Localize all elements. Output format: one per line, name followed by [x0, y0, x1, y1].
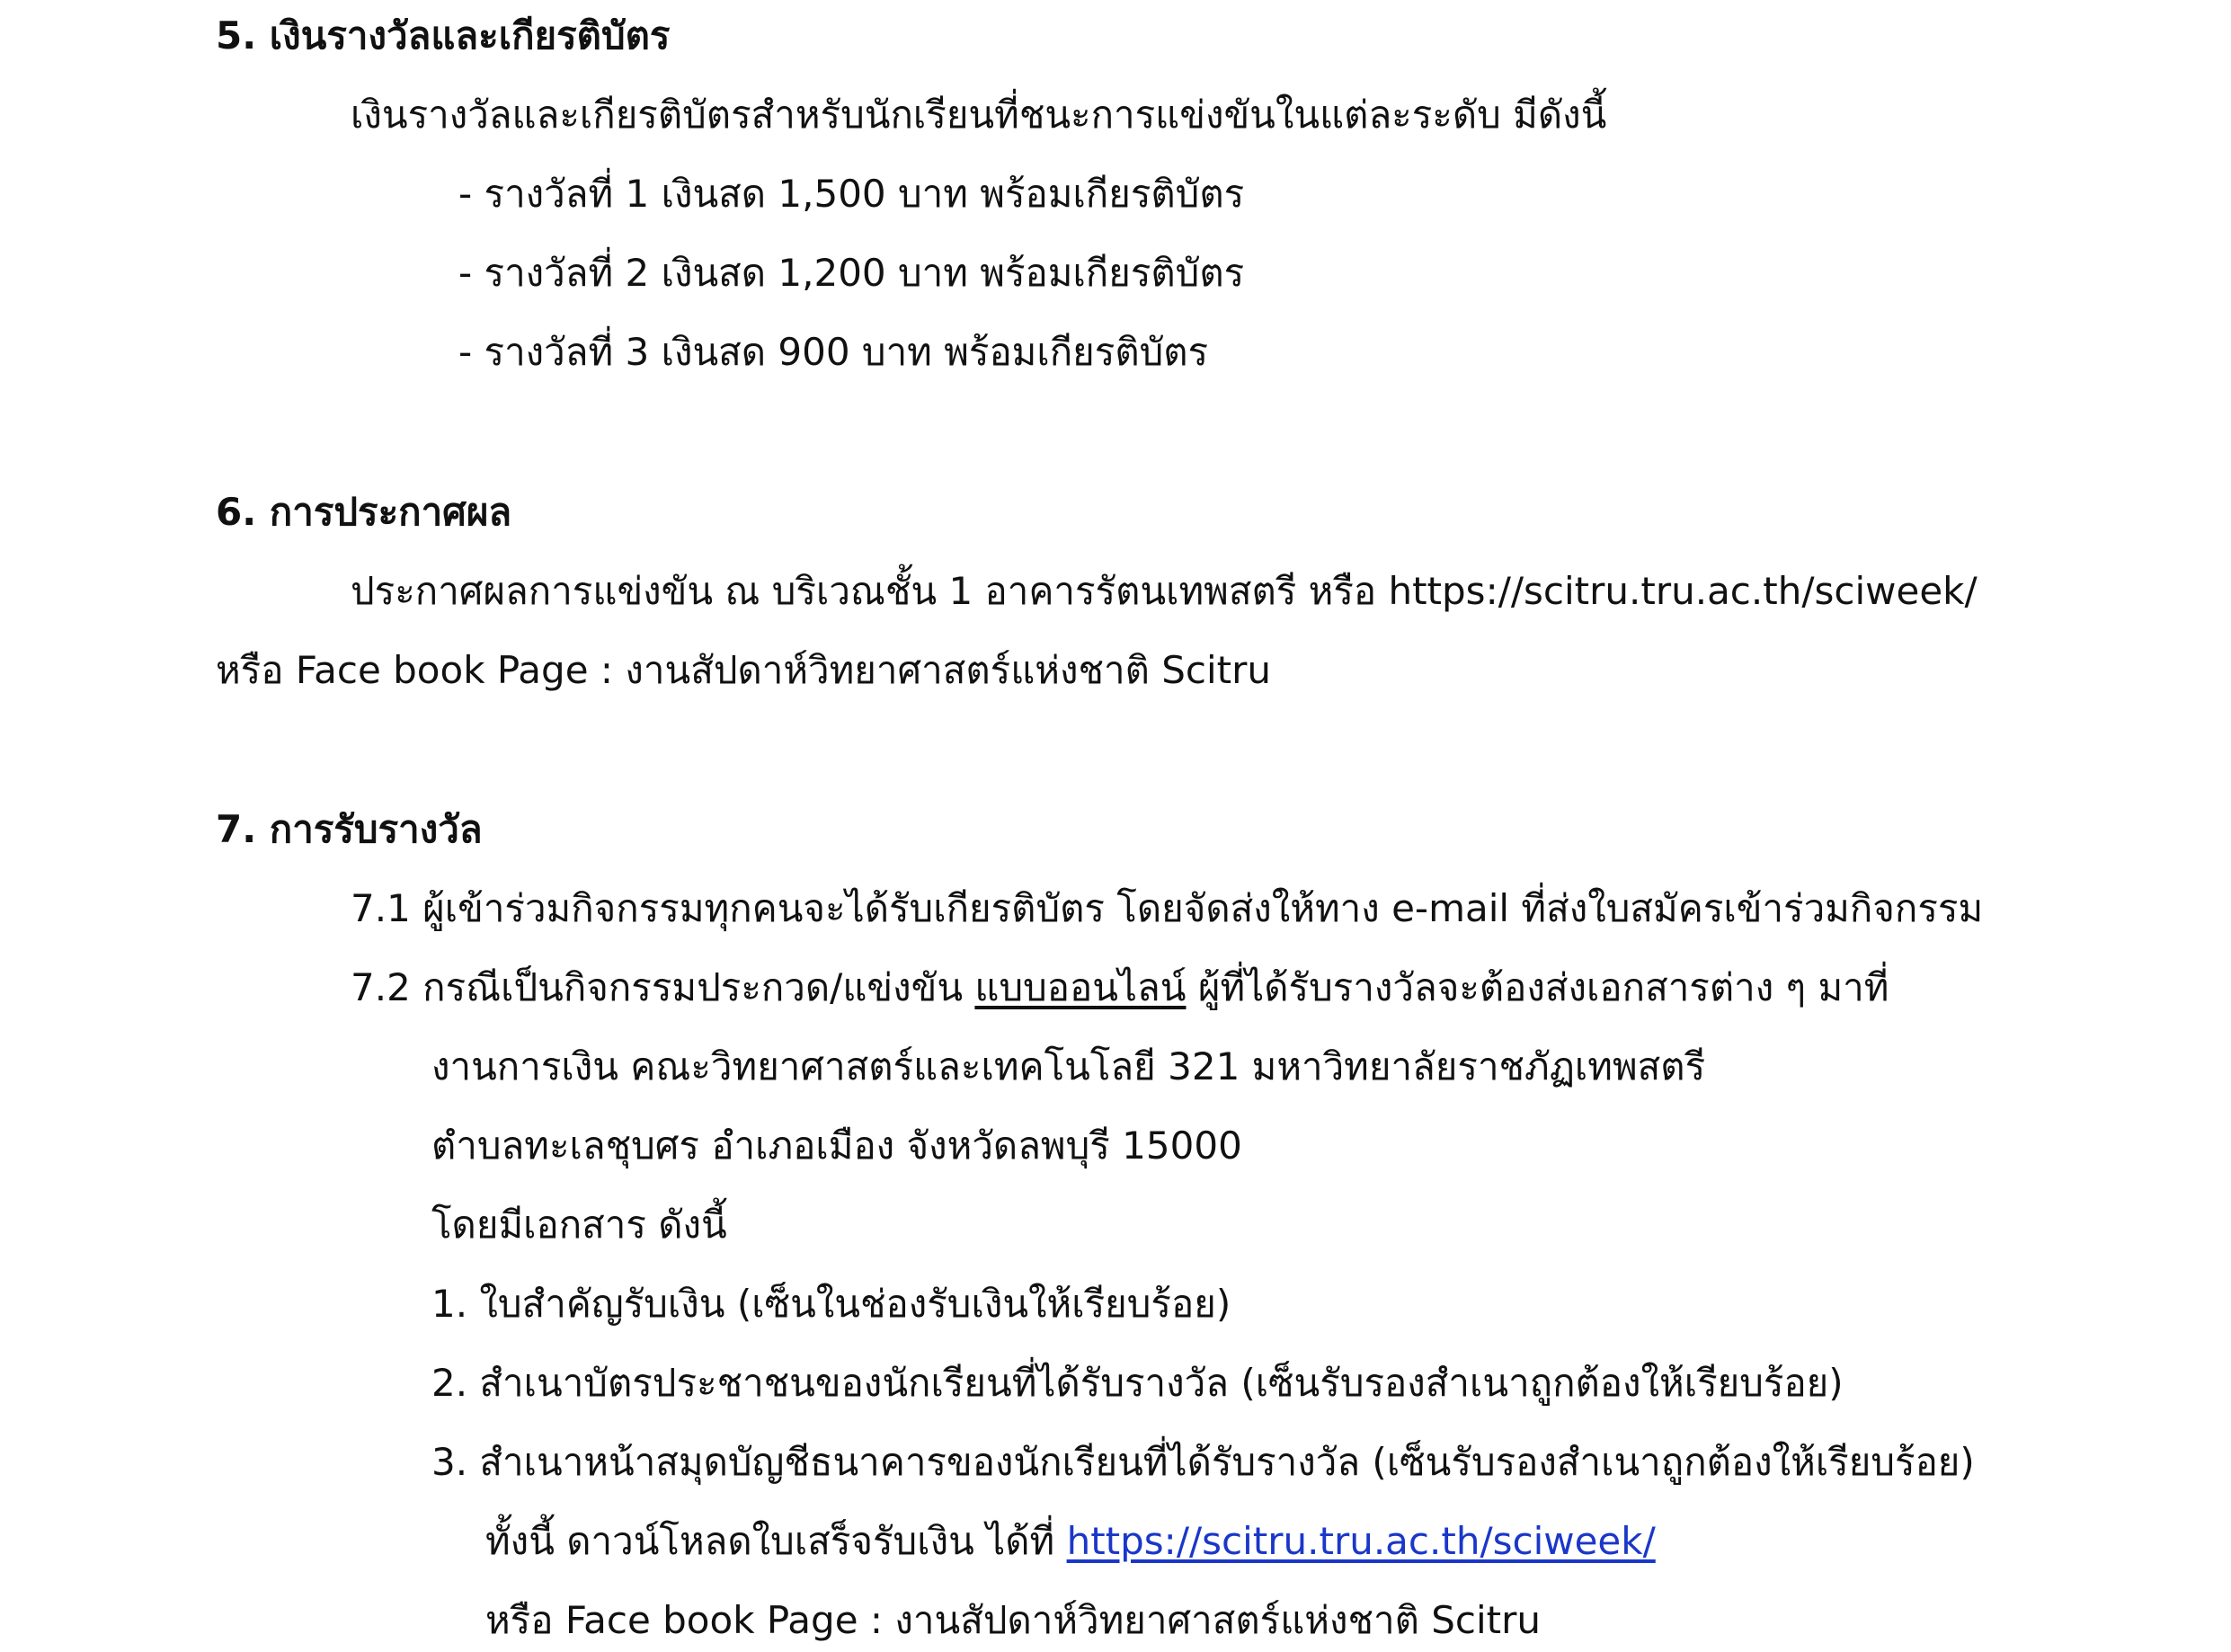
- document-item-1: 1. ใบสำคัญรับเงิน (เซ็นในช่องรับเงินให้เรียบร้อย): [431, 1282, 1231, 1326]
- section-7-heading: 7. การรับรางวัล: [216, 807, 483, 851]
- download-line: [485, 1510, 1656, 1573]
- item-7-1: 7.1 ผู้เข้าร่วมกิจกรรมทุกคนจะได้รับเกียรติบัตร โดยจัดส่งให้ทาง e-mail ที่ส่งใบสมัครเข้าร่วมกิจกรรม: [351, 886, 1984, 930]
- document-item-3: 3. สำเนาหน้าสมุดบัญชีธนาคารของนักเรียนที่ได้รับรางวัล (เซ็นรับรองสำเนาถูกต้องให้เรียบร้อย): [431, 1440, 1975, 1484]
- address-line-1: งานการเงิน คณะวิทยาศาสตร์และเทคโนโลยี 321 มหาวิทยาลัยราชภัฏเทพสตรี: [431, 1044, 1706, 1088]
- download-link[interactable]: https://scitru.tru.ac.th/sciweek/: [1066, 1519, 1656, 1563]
- documents-intro: โดยมีเอกสาร ดังนี้: [431, 1203, 727, 1247]
- item-7-2-prefix: 7.2 กรณีเป็นกิจกรรมประกวด/แข่งขัน: [351, 965, 975, 1009]
- address-line-2: ตำบลทะเลชุบศร อำเภอเมือง จังหวัดลพบุรี 15000: [431, 1124, 1242, 1168]
- section-5-intro: เงินรางวัลและเกียรติบัตรสำหรับนักเรียนที่ชนะการแข่งขันในแต่ละระดับ มีดังนี้: [351, 93, 1607, 137]
- prize-1: - รางวัลที่ 1 เงินสด 1,500 บาท พร้อมเกียรติบัตร: [458, 172, 1245, 216]
- download-prefix: ทั้งนี้ ดาวน์โหลดใบเสร็จรับเงิน ได้ที่: [485, 1519, 1067, 1563]
- section-5-heading: 5. เงินรางวัลและเกียรติบัตร: [216, 13, 671, 58]
- document-item-2: 2. สำเนาบัตรประชาชนของนักเรียนที่ได้รับรางวัล (เซ็นรับรองสำเนาถูกต้องให้เรียบร้อย): [431, 1361, 1844, 1405]
- section-6-heading: 6. การประกาศผล: [216, 490, 512, 534]
- announcement-line-1: ประกาศผลการแข่งขัน ณ บริเวณชั้น 1 อาคารรัตนเทพสตรี หรือ https://scitru.tru.ac.th/sciweek/: [351, 569, 1978, 613]
- prize-3: - รางวัลที่ 3 เงินสด 900 บาท พร้อมเกียรติบัตร: [458, 330, 1209, 374]
- prize-2: - รางวัลที่ 2 เงินสด 1,200 บาท พร้อมเกียรติบัตร: [458, 251, 1245, 295]
- item-7-2: [351, 956, 1889, 1019]
- facebook-line: หรือ Face book Page : งานสัปดาห์วิทยาศาสตร์แห่งชาติ Scitru: [485, 1598, 1541, 1642]
- online-emphasis: แบบออนไลน์: [974, 965, 1187, 1009]
- item-7-2-suffix: ผู้ที่ได้รับรางวัลจะต้องส่งเอกสารต่าง ๆ มาที่: [1186, 965, 1889, 1009]
- announcement-line-2: หรือ Face book Page : งานสัปดาห์วิทยาศาสตร์แห่งชาติ Scitru: [216, 648, 1271, 692]
